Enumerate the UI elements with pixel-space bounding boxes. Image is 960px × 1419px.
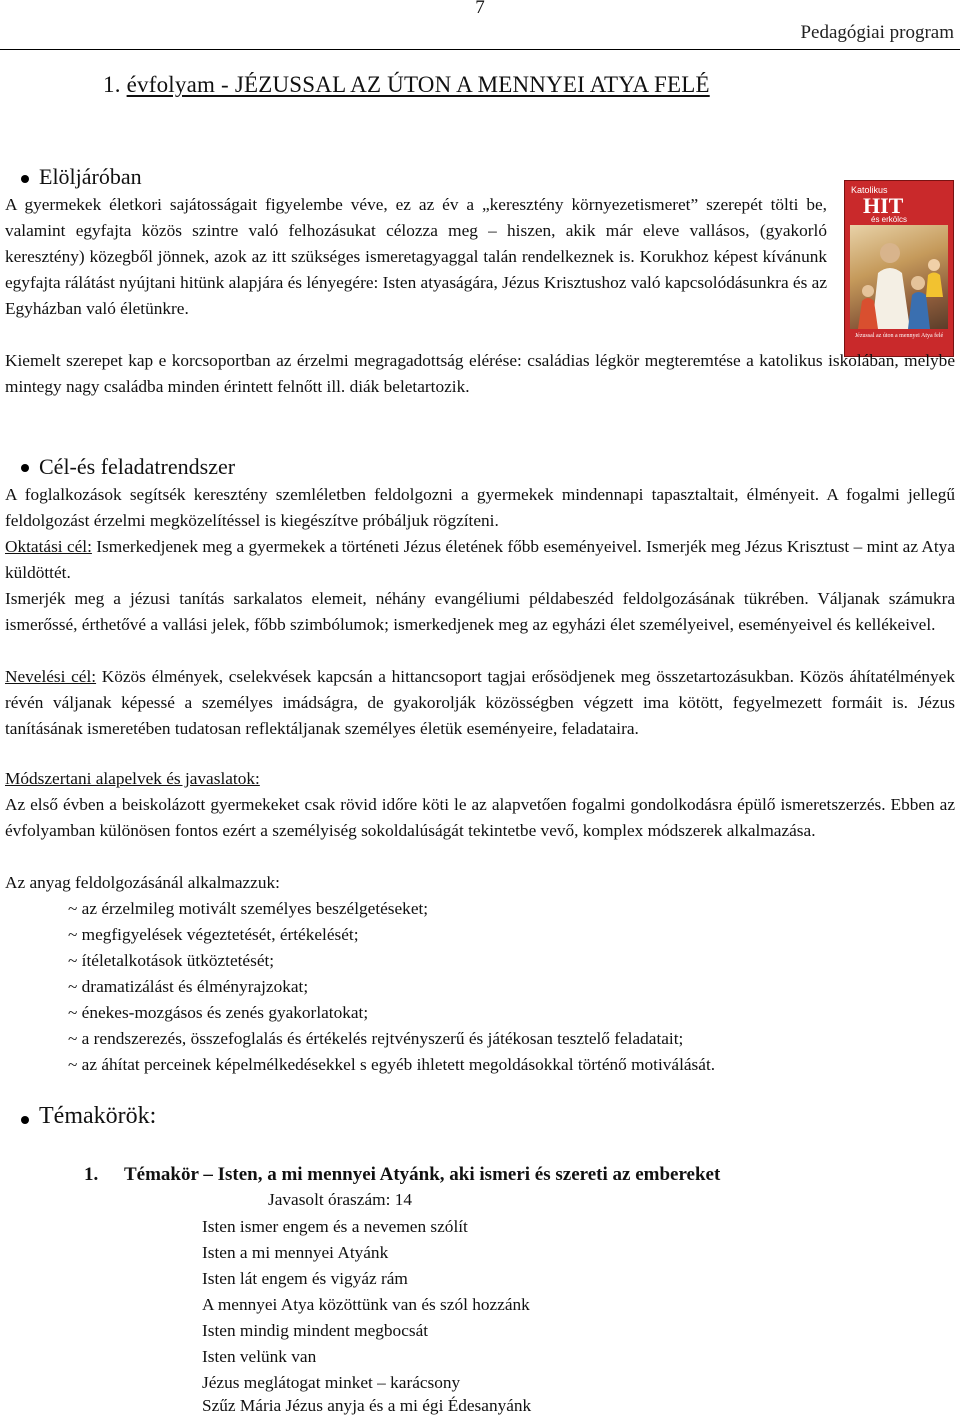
cover-title: HIT xyxy=(863,193,904,218)
book-cover-image xyxy=(844,180,954,357)
cover-top-text: Katolikus xyxy=(851,185,888,195)
topic-1-title xyxy=(84,1164,720,1186)
section-heading-intro: Elöljáróban xyxy=(39,164,142,189)
method-label: Módszertani alapelvek és javaslatok: xyxy=(5,769,260,788)
title-text: évfolyam - JÉZUSSAL AZ ÚTON A MENNYEI ATYA FELÉ xyxy=(126,72,710,97)
method-list-item: ~ dramatizálást és élményrajzokat; xyxy=(68,977,309,996)
lesson-item: Szűz Mária Jézus anyja és a mi égi Édesanyánk xyxy=(202,1396,532,1415)
education-goal-paragraph xyxy=(5,664,955,742)
method-list-item: ~ ítéletalkotások ütköztetését; xyxy=(68,951,275,970)
lesson-item: Isten a mi mennyei Atyánk xyxy=(202,1243,389,1262)
lesson-item: Isten lát engem és vigyáz rám xyxy=(202,1269,408,1288)
method-list-item: ~ énekes-mozgásos és zenés gyakorlatokat; xyxy=(68,1003,369,1022)
teaching-goal-paragraph xyxy=(5,534,955,586)
intro-paragraph-1: A gyermekek életkori sajátosságait figyelembe véve, ez az év a „keresztény környezetismeret” szerepét tölti be, valamint egyfajta közös szintre való felhozásukat célozza meg – hiszen, akik már eleve vallásos, (gyakorló keresztény) közegből jönnek, azok az itt szükséges ismeretagyaggal talán rendelkeznek is. Korukhoz képest kívánunk egyfajta rálátást nyújtani hitünk alapjára és lényegére: Isten atyaságára, Jézus Krisztushoz való kapcsolódásunkra és az Egyházban való életünkre. xyxy=(5,195,827,318)
method-list-item: ~ az érzelmileg motivált személyes beszélgetéseket; xyxy=(68,899,429,918)
method-list-item: ~ az áhítat perceinek képelmélkedésekkel s egyéb ihletett megoldásokkal történő motiválását. xyxy=(68,1055,716,1074)
cover-illustration xyxy=(850,225,948,329)
teaching-goal-label: Oktatási cél: xyxy=(5,537,92,556)
topic-1-number: 1. xyxy=(84,1164,99,1185)
bullet-icon xyxy=(21,1116,29,1124)
header-rule xyxy=(0,49,960,50)
lesson-item: Isten mindig mindent megbocsát xyxy=(202,1321,429,1340)
page-title xyxy=(103,72,710,98)
cover-caption: Jézussal az úton a mennyei Atya felé xyxy=(854,333,944,339)
list-intro: Az anyag feldolgozásánál alkalmazzuk: xyxy=(5,873,280,892)
goals-paragraph-1: A foglalkozások segítsék keresztény szemléletben feldolgozni a gyermekek mindennapi tapasztaltait, élményeit. A fogalmi jellegű feldolgozást érzelmi megközelítéssel is kiegészítve próbáljuk rögzíteni. xyxy=(5,485,955,530)
lesson-item: Isten velünk van xyxy=(202,1347,317,1366)
section-heading-goals: Cél-és feladatrendszer xyxy=(39,454,236,479)
page-number: 7 xyxy=(475,0,485,18)
education-goal-text: Közös élmények, cselekvések kapcsán a hittancsoport tagjai erősödjenek meg összetartozásukban. Közös áhítatélmények révén váljanak képessé a személyes imádságra, de gyakorolják közösségben végzett ima kötött, fegyelmezett formáit is. Jézus tanításának ismeretében tudatosan reflektáljanak személyes életük eseményeire, feladataira. xyxy=(5,667,955,738)
section-heading-topics: Témakörök: xyxy=(39,1103,157,1129)
method-list-item: ~ megfigyelések végeztetését, értékelését; xyxy=(68,925,359,944)
topic-1-hours: Javasolt óraszám: 14 xyxy=(268,1190,412,1209)
lesson-item: Jézus meglátogat minket – karácsony xyxy=(202,1373,461,1392)
teaching-goal-text: Ismerkedjenek meg a gyermekek a történeti Jézus életének főbb eseményeivel. Ismerjék meg Jézus Krisztust – mint az Atya küldöttét. xyxy=(5,537,955,582)
bullet-icon xyxy=(21,175,29,183)
lesson-item: A mennyei Atya közöttünk van és szól hozzánk xyxy=(202,1295,530,1314)
topic-1-title-text: Témakör – Isten, a mi mennyei Atyánk, aki ismeri és szereti az embereket xyxy=(124,1164,721,1185)
method-heading xyxy=(5,766,955,792)
lesson-item: Isten ismer engem és a nevemen szólít xyxy=(202,1217,468,1236)
cover-subtitle: és erkölcs xyxy=(871,215,908,224)
method-paragraph: Az első évben a beiskolázott gyermekeket csak rövid időre köti le az alapvetően fogalmi gondolkodásra épülő ismeretszerzés. Ebben az évfolyamban különösen fontos ezért a személyiség sokoldalúságát tekintetbe vevő, komplex módszerek alkalmazása. xyxy=(5,795,955,840)
education-goal-label: Nevelési cél: xyxy=(5,667,97,686)
bullet-icon xyxy=(21,464,29,472)
intro-paragraph-2: Kiemelt szerepet kap e korcsoportban az érzelmi megragadottság elérése: családias légkör megteremtése a katolikus iskolában, melybe mintegy nagy családba minden érintett felnőtt ill. diák beletartozik. xyxy=(5,351,955,396)
title-number: 1. xyxy=(103,72,127,97)
running-head: Pedagógiai program xyxy=(800,22,954,43)
goals-paragraph-3: Ismerjék meg a jézusi tanítás sarkalatos elemeit, néhány evangéliumi példabeszéd feldolgozásának tükrében. Váljanak számukra ismerőssé, érthetővé a vallási jelek, főbb szimbólumok; ismerkedjenek meg az egyházi élet személyeivel, eseményeivel és kellékeivel. xyxy=(5,589,955,634)
method-list-item: ~ a rendszerezés, összefoglalás és értékelés rejtvényszerű és játékosan tesztelő feladatait; xyxy=(68,1029,684,1048)
